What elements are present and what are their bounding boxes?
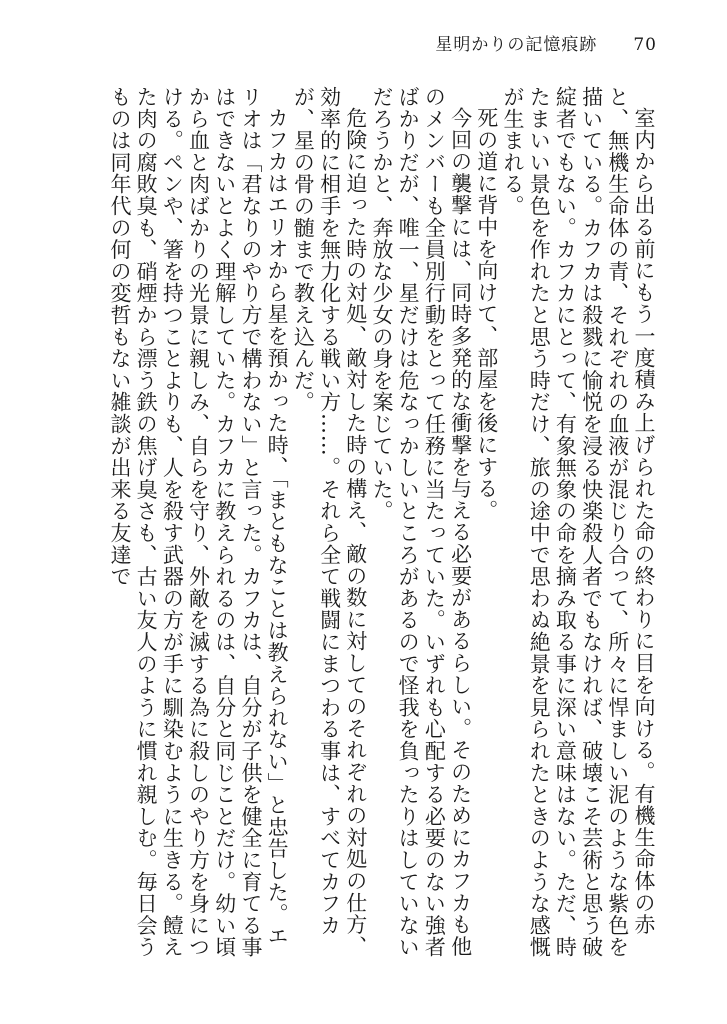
paragraph: 危険に迫った時の対処、敵対した時の構え、敵の数に対してのそれぞれの対処の仕方、効率的に相手を無力化する戦い方……。それら全て戦闘にまつわる事は、すべてカフカが、星の骨の髄まで教え込んだ。 <box>291 86 368 958</box>
paragraph: 死の道に背中を向けて、部屋を後にする。 <box>474 107 499 522</box>
running-head <box>435 30 657 55</box>
book-title: 星明かりの記憶痕跡 <box>435 35 598 55</box>
paragraph: 今回の襲撃には、同時多発的な衝撃を与える必要があるらしい。そのためにカフカも他のメンバーも全員別行動をとって任務に当たっていた。いずれも心配する必要のない強者ばかりだが、唯一、星だけは危なっかしいところがあるので怪我を負ったりはしていないだろうかと、奔放な少女の身を案じていた。 <box>369 86 473 958</box>
paragraph: カフカはエリオから星を預かった時、「まともなことは教えられない」と忠告した。エリオは「君なりのやり方で構わない」と言った。カフカは、自分が子供を健全に育てる事はできないとよく理解していた。カフカに教えられるのは、自分と同じことだけ。幼い頃から血と肉ばかりの光景に親しみ、自らを守り、外敵を滅する為に殺しのやり方を身につける。ペンや、箸を持つことよりも、人を殺す武器の方が手に馴染むように生きる。饐えた肉の腐敗臭も、硝煙から漂う鉄の焦げ臭さも、古い友人のように慣れ親しむ。毎日会うものは同年代の何の変哲もない雑談が出来る友達で <box>107 86 290 958</box>
body-text <box>57 86 657 966</box>
page-number: 70 <box>633 35 657 55</box>
paragraph: 室内から出る前にもう一度積み上げられた命の終わりに目を向ける。有機生命体の赤と、無機生命体の青、それぞれの血液が混じり合って、所々に悍ましい泥のような紫色を描いている。カフカは殺戮に愉悦を浸る快楽殺人者でもなければ、破壊こそ芸術と思う破綻者でもない。カフカにとって、有象無象の命を摘み取る事に深い意味はない。ただ、時たまいい景色を作れたと思う時だけ、旅の途中で思わぬ絶景を見られたときのような感慨が生まれる。 <box>500 86 656 958</box>
